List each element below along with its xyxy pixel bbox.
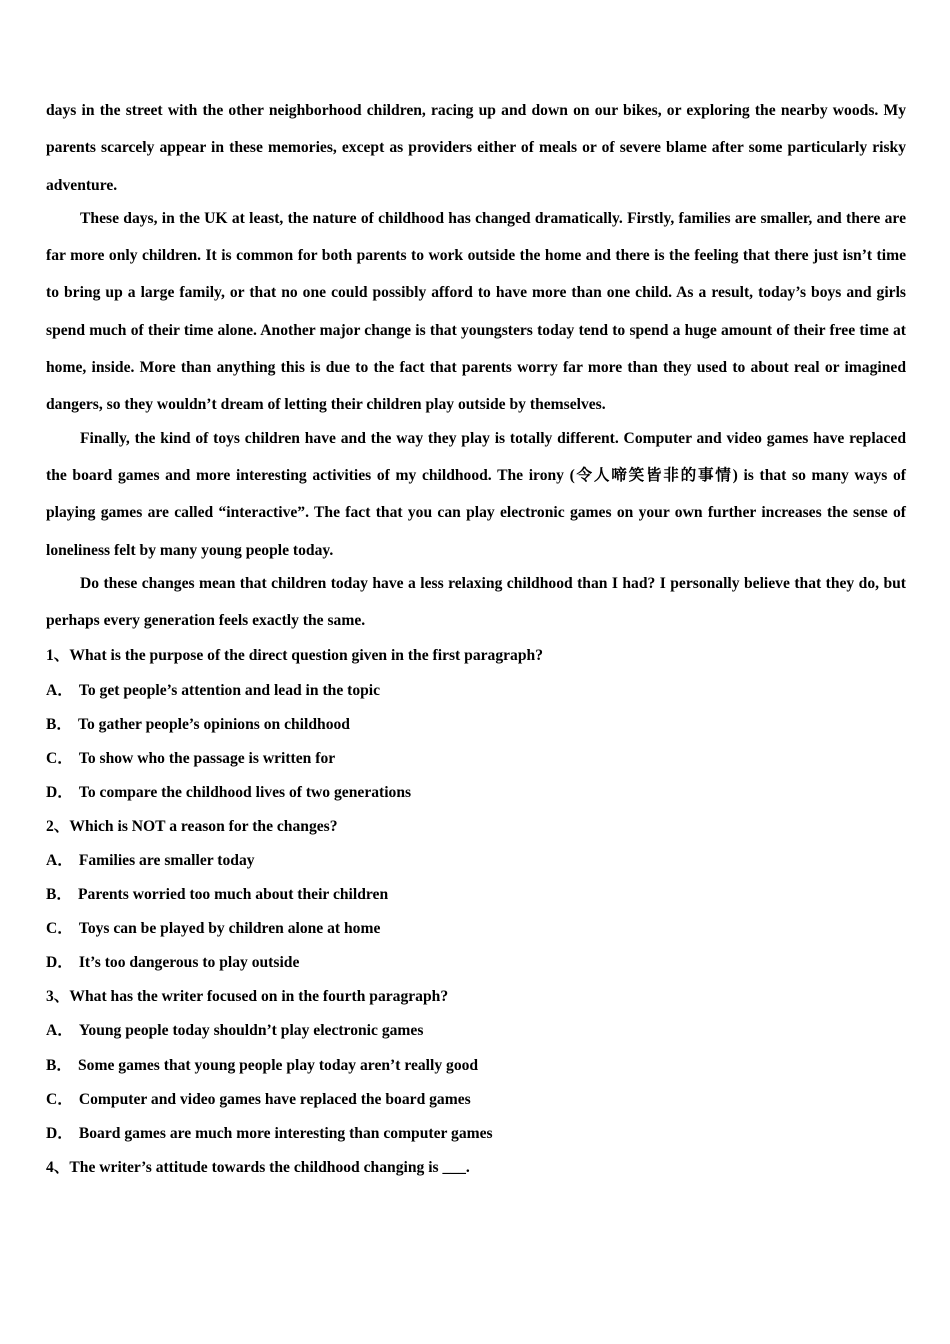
option-text: To show who the passage is written for xyxy=(78,749,336,767)
option-text: To compare the childhood lives of two generations xyxy=(78,783,412,801)
option-text: Parents worried too much about their children xyxy=(78,886,389,904)
option-text: Young people today shouldn’t play electronic games xyxy=(78,1022,424,1040)
question-stem: 4、The writer’s attitude towards the childhood changing is ___. xyxy=(46,1158,470,1176)
option-text: Some games that young people play today aren’t really good xyxy=(78,1056,479,1074)
option-letter: D． xyxy=(46,1124,73,1142)
answer-option-c xyxy=(46,1083,906,1117)
answer-option-a xyxy=(46,844,906,878)
option-text: To get people’s attention and lead in the topic xyxy=(78,681,381,699)
passage-paragraph: days in the street with the other neighborhood children, racing up and down on our bikes, or exploring the nearby woods. My parents scarcely appear in these memories, except as providers either of meals or of severe blame after some particularly risky adventure. xyxy=(46,102,906,194)
question-stem: 1、What is the purpose of the direct question given in the first paragraph? xyxy=(46,647,543,665)
answer-option-c xyxy=(46,742,906,776)
answer-option-a xyxy=(46,1014,906,1048)
option-text: Computer and video games have replaced the board games xyxy=(78,1090,471,1108)
option-letter: B． xyxy=(46,1056,72,1074)
question-1 xyxy=(46,639,906,809)
option-text: Toys can be played by children alone at home xyxy=(78,920,381,938)
option-text: To gather people’s opinions on childhood xyxy=(78,715,350,733)
option-letter: A． xyxy=(46,1022,73,1040)
passage-paragraph: Do these changes mean that children today have a less relaxing childhood than I had? I personally believe that they do, but perhaps every generation feels exactly the same. xyxy=(46,574,906,630)
option-letter: B． xyxy=(46,715,72,733)
document-page xyxy=(46,92,906,1185)
question-3 xyxy=(46,980,906,1150)
option-letter: C． xyxy=(46,749,73,767)
answer-option-a xyxy=(46,674,906,708)
reading-passage xyxy=(46,92,906,639)
passage-paragraph: These days, in the UK at least, the nature of childhood has changed dramatically. Firstly, families are smaller, and there are far more only children. It is common for both parents to work outside the home and there is the feeling that there just isn’t time to bring up a large family, or that no one could possibly afford to have more than one child. As a result, today’s boys and girls spend much of their time alone. Another major change is that youngsters today tend to spend a huge amount of their free time at home, inside. More than anything this is due to the fact that parents worry far more than they used to about real or imagined dangers, so they wouldn’t dream of letting their children play outside by themselves. xyxy=(46,209,906,414)
option-letter: A． xyxy=(46,681,73,699)
answer-option-b xyxy=(46,1049,906,1083)
option-letter: C． xyxy=(46,1090,73,1108)
question-stem: 2、Which is NOT a reason for the changes? xyxy=(46,817,338,835)
answer-option-b xyxy=(46,878,906,912)
question-4 xyxy=(46,1151,906,1185)
option-letter: D． xyxy=(46,783,73,801)
option-text: Families are smaller today xyxy=(78,852,255,870)
option-letter: D． xyxy=(46,954,73,972)
option-letter: A． xyxy=(46,852,73,870)
option-text: Board games are much more interesting than computer games xyxy=(78,1124,493,1142)
passage-paragraph: Finally, the kind of toys children have and the way they play is totally different. Computer and video games have replaced the board games and more interesting activities of my childhood. The irony (令人啼笑皆非的事情) is that so many ways of playing games are called “interactive”. The fact that you can play electronic games on your own further increases the sense of loneliness felt by many young people today. xyxy=(46,429,906,559)
answer-option-c xyxy=(46,912,906,946)
option-text: It’s too dangerous to play outside xyxy=(78,954,300,972)
question-2 xyxy=(46,810,906,980)
option-letter: C． xyxy=(46,920,73,938)
option-letter: B． xyxy=(46,886,72,904)
question-list xyxy=(46,639,906,1185)
answer-option-b xyxy=(46,708,906,742)
answer-option-d xyxy=(46,1117,906,1151)
answer-option-d xyxy=(46,946,906,980)
answer-option-d xyxy=(46,776,906,810)
question-stem: 3、What has the writer focused on in the fourth paragraph? xyxy=(46,988,449,1006)
